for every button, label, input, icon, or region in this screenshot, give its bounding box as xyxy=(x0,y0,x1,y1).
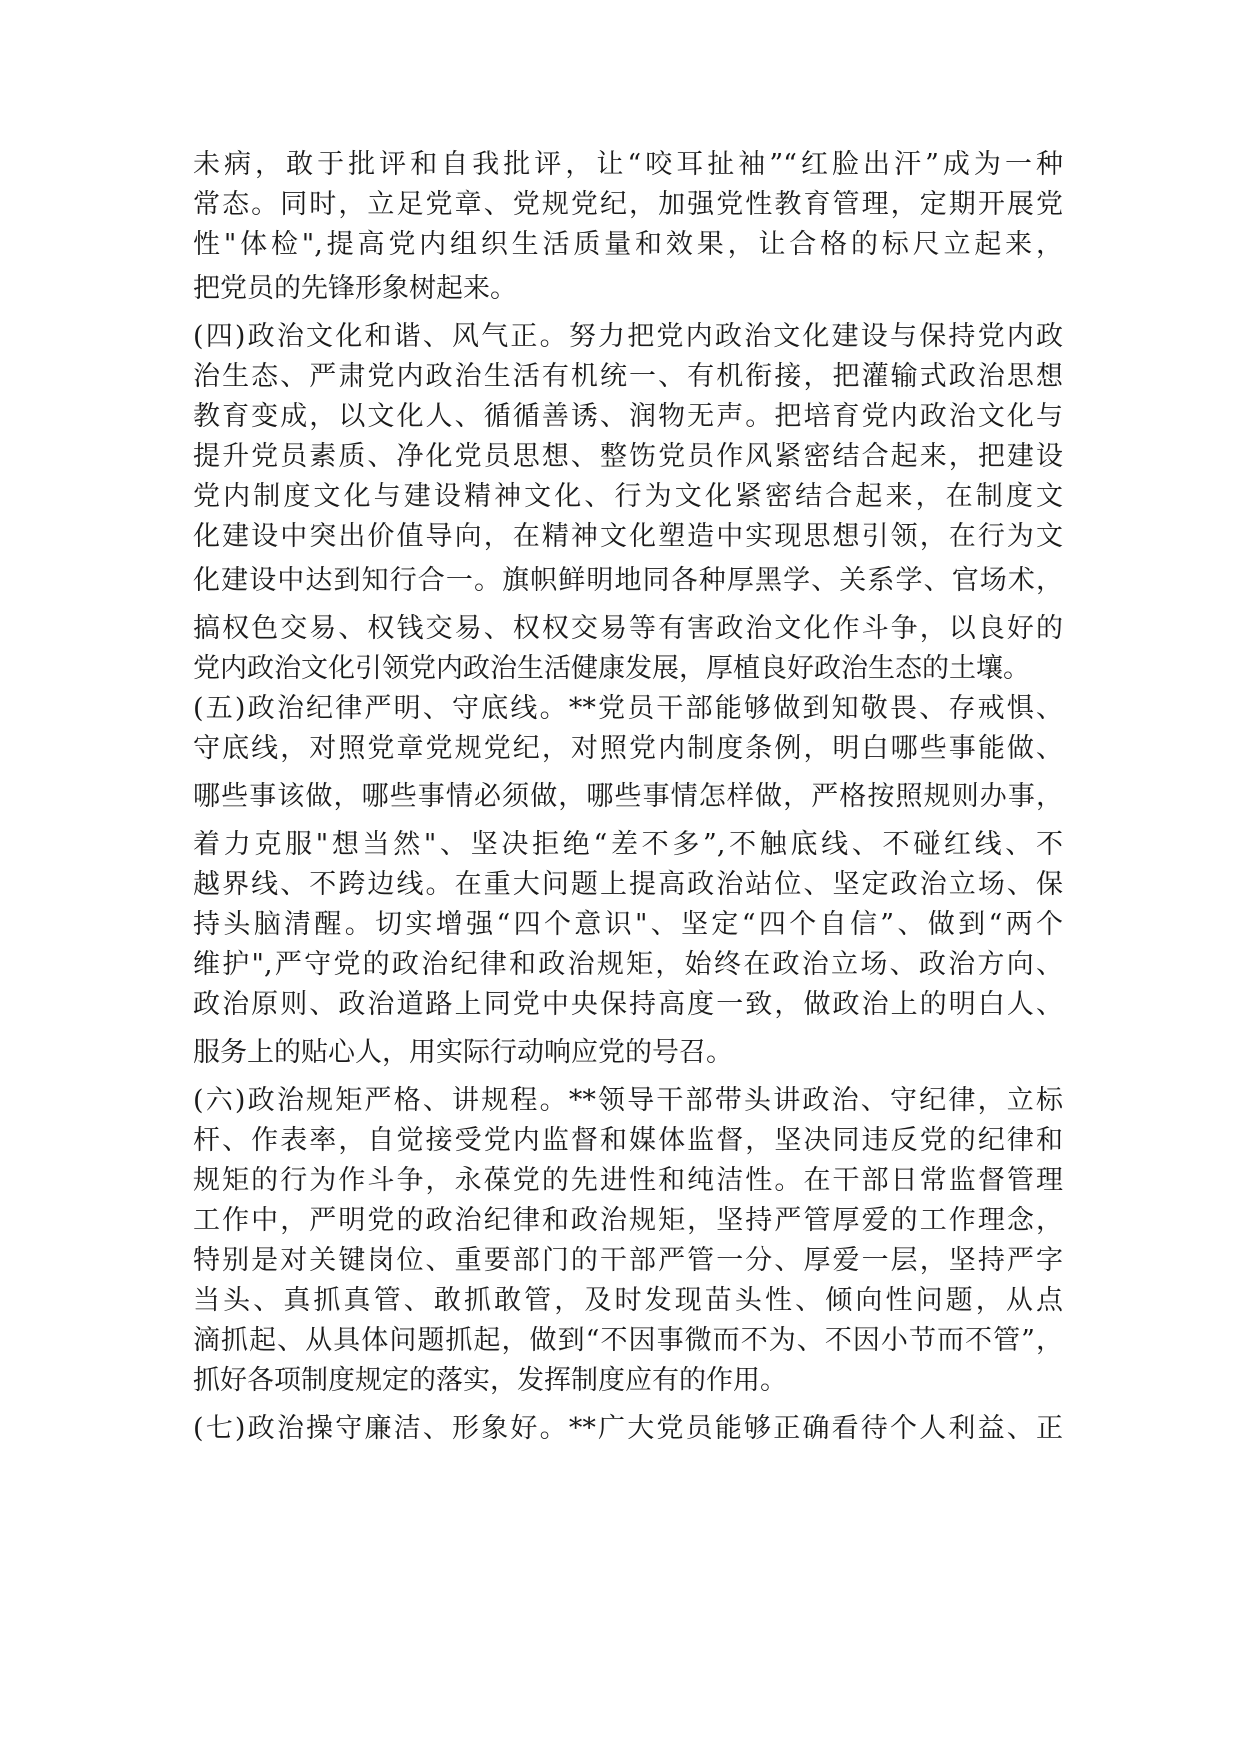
text-line: 提升党员素质、净化党员思想、整饬党员作风紧密结合起来，把建设 xyxy=(193,441,1063,472)
text-line: 滴抓起、从具体问题抓起，做到“不因事微而不为、不因小节而不管”， xyxy=(193,1325,1063,1356)
text-line: 工作中，严明党的政治纪律和政治规矩，坚持严管厚爱的工作理念， xyxy=(193,1205,1063,1236)
text-line: 化建设中达到知行合一。旗帜鲜明地同各种厚黑学、关系学、官场术， xyxy=(193,565,1063,596)
text-line: 教育变成，以文化人、循循善诱、润物无声。把培育党内政治文化与 xyxy=(193,401,1063,432)
text-line: 服务上的贴心人，用实际行动响应党的号召。 xyxy=(193,1037,733,1068)
text-line: 杆、作表率，自觉接受党内监督和媒体监督，坚决同违反党的纪律和 xyxy=(193,1125,1063,1156)
text-line: 常态。同时，立足党章、党规党纪，加强党性教育管理，定期开展党 xyxy=(193,189,1063,220)
section-heading-line: (六)政治规矩严格、讲规程。**领导干部带头讲政治、守纪律，立标 xyxy=(193,1085,1063,1116)
text-line: 特别是对关键岗位、重要部门的干部严管一分、厚爱一层，坚持严字 xyxy=(193,1245,1063,1276)
text-line: 越界线、不跨边线。在重大问题上提高政治站位、坚定政治立场、保 xyxy=(193,869,1063,900)
text-line: 守底线，对照党章党规党纪，对照党内制度条例，明白哪些事能做、 xyxy=(193,733,1063,764)
text-line: 搞权色交易、权钱交易、权权交易等有害政治文化作斗争，以良好的 xyxy=(193,613,1063,644)
section-heading-line: (七)政治操守廉洁、形象好。**广大党员能够正确看待个人利益、正 xyxy=(193,1413,1063,1444)
text-line: 规矩的行为作斗争，永葆党的先进性和纯洁性。在干部日常监督管理 xyxy=(193,1165,1063,1196)
text-line: 抓好各项制度规定的落实，发挥制度应有的作用。 xyxy=(193,1365,787,1396)
text-line: 化建设中突出价值导向，在精神文化塑造中实现思想引领，在行为文 xyxy=(193,521,1063,552)
text-line: 着力克服"想当然"、坚决拒绝“差不多”,不触底线、不碰红线、不 xyxy=(193,829,1063,860)
text-line: 治生态、严肃党内政治生活有机统一、有机衔接，把灌输式政治思想 xyxy=(193,361,1063,392)
text-line: 党内政治文化引领党内政治生活健康发展，厚植良好政治生态的土壤。 xyxy=(193,653,1030,684)
text-line: 党内制度文化与建设精神文化、行为文化紧密结合起来，在制度文 xyxy=(193,481,1063,512)
text-line: 哪些事该做，哪些事情必须做，哪些事情怎样做，严格按照规则办事， xyxy=(193,781,1063,812)
text-line: 把党员的先锋形象树起来。 xyxy=(193,273,517,304)
text-line: 维护",严守党的政治纪律和政治规矩，始终在政治立场、政治方向、 xyxy=(193,949,1063,980)
text-line: 持头脑清醒。切实增强“四个意识"、坚定“四个自信”、做到“两个 xyxy=(193,909,1063,940)
text-line: 性"体检",提高党内组织生活质量和效果，让合格的标尺立起来， xyxy=(193,229,1063,260)
text-line: 政治原则、政治道路上同党中央保持高度一致，做政治上的明白人、 xyxy=(193,989,1063,1020)
section-heading-line: (五)政治纪律严明、守底线。**党员干部能够做到知敬畏、存戒惧、 xyxy=(193,693,1063,724)
section-heading-line: (四)政治文化和谐、风气正。努力把党内政治文化建设与保持党内政 xyxy=(193,321,1063,352)
text-line: 未病，敢于批评和自我批评，让“咬耳扯袖”“红脸出汗”成为一种 xyxy=(193,149,1063,180)
text-line: 当头、真抓真管、敢抓敢管，及时发现苗头性、倾向性问题，从点 xyxy=(193,1285,1063,1316)
